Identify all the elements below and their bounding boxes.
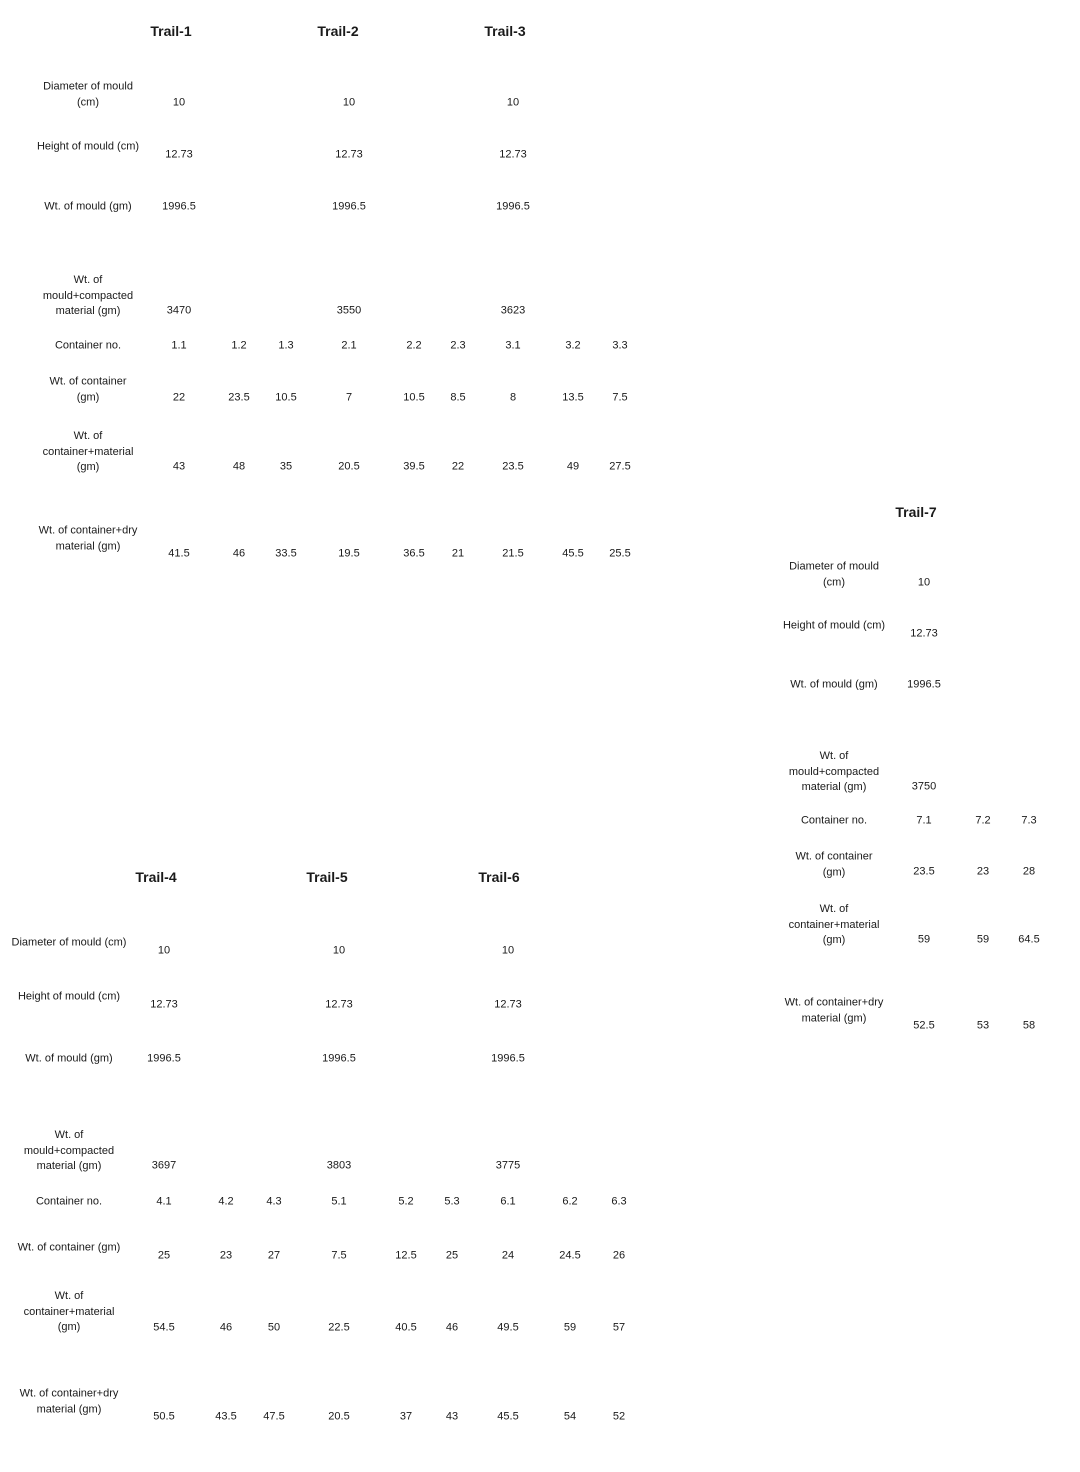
- trail-5-compacted: 3803: [326, 1159, 352, 1172]
- label-height: Height of mould (cm): [36, 140, 140, 153]
- trail-3-container-material-1: 23.5: [502, 460, 524, 473]
- trail-2-container-wt-2: 10.5: [403, 391, 425, 404]
- trail-6-mould-wt: 1996.5: [491, 1052, 525, 1065]
- trail-5-container-dry-3: 43: [445, 1410, 459, 1423]
- trail-3-container-no-2: 3.2: [565, 339, 581, 352]
- trail-7-diameter: 10: [917, 576, 931, 589]
- trail-6-container-wt-2: 24.5: [559, 1249, 581, 1262]
- trail-1-container-wt-2: 23.5: [228, 391, 250, 404]
- trail-7-container-no-3: 7.3: [1021, 814, 1037, 827]
- trail-5-container-no-1: 5.1: [331, 1195, 347, 1208]
- trail-6-container-dry-2: 54: [563, 1410, 577, 1423]
- trail-3-container-material-3: 27.5: [609, 460, 631, 473]
- label-container-wt: Wt. of container (gm): [49, 375, 127, 403]
- trail-3-container-no-3: 3.3: [612, 339, 628, 352]
- trail-7-container-dry-3: 58: [1022, 1019, 1036, 1032]
- trail-4-container-no-1: 4.1: [156, 1195, 172, 1208]
- trail-4-container-material-2: 46: [219, 1321, 233, 1334]
- trail-1-container-material-3: 35: [279, 460, 293, 473]
- label-container-no: Container no.: [35, 1195, 103, 1208]
- trail-6-container-material-3: 57: [612, 1321, 626, 1334]
- trail-2-container-no-1: 2.1: [341, 339, 357, 352]
- trail-1-container-material-2: 48: [232, 460, 246, 473]
- trail-1-container-no-1: 1.1: [171, 339, 187, 352]
- label-container-no: Container no.: [800, 814, 868, 827]
- trail-6-container-no-3: 6.3: [611, 1195, 627, 1208]
- trail-7-container-dry-2: 53: [976, 1019, 990, 1032]
- trail-3-mould-wt: 1996.5: [496, 200, 530, 213]
- trail-3-container-wt-3: 7.5: [612, 391, 628, 404]
- trail-4-container-wt-3: 27: [267, 1249, 281, 1262]
- label-height: Height of mould (cm): [17, 990, 121, 1003]
- label-height: Height of mould (cm): [782, 619, 886, 632]
- trail-2-container-material-1: 20.5: [338, 460, 360, 473]
- label-mould-wt: Wt. of mould (gm): [25, 1052, 113, 1065]
- trail-4-container-dry-3: 47.5: [263, 1410, 285, 1423]
- trail-1-container-material-1: 43: [172, 460, 186, 473]
- trail-1-container-dry-1: 41.5: [168, 547, 190, 560]
- trail-6-container-dry-1: 45.5: [497, 1410, 519, 1423]
- trail-5-heading: Trail-5: [306, 869, 348, 885]
- trail-5-container-dry-2: 37: [399, 1410, 413, 1423]
- trail-5-container-material-2: 40.5: [395, 1321, 417, 1334]
- trail-1-mould-wt: 1996.5: [162, 200, 196, 213]
- label-compacted: Wt. of mould+compacted material (gm): [42, 273, 134, 317]
- trail-1-container-wt-3: 10.5: [275, 391, 297, 404]
- trail-6-heading: Trail-6: [478, 869, 520, 885]
- label-container-material: Wt. of container+material (gm): [788, 902, 880, 946]
- trail-6-diameter: 10: [501, 944, 515, 957]
- label-mould-wt: Wt. of mould (gm): [44, 200, 132, 213]
- trail-3-container-dry-1: 21.5: [502, 547, 524, 560]
- label-diameter: Diameter of mould (cm): [11, 936, 127, 949]
- trail-6-container-material-1: 49.5: [497, 1321, 519, 1334]
- label-container-dry: Wt. of container+dry material (gm): [19, 1387, 119, 1415]
- trail-7-heading: Trail-7: [895, 504, 937, 520]
- trail-6-container-material-2: 59: [563, 1321, 577, 1334]
- trail-2-container-dry-3: 21: [451, 547, 465, 560]
- trail-4-height: 12.73: [150, 998, 178, 1011]
- trail-6-container-no-1: 6.1: [500, 1195, 516, 1208]
- trail-5-container-wt-3: 25: [445, 1249, 459, 1262]
- trail-3-height: 12.73: [499, 148, 527, 161]
- trail-1-container-no-2: 1.2: [231, 339, 247, 352]
- trail-2-container-wt-1: 7: [345, 391, 353, 404]
- trail-3-container-material-2: 49: [566, 460, 580, 473]
- trail-4-container-material-1: 54.5: [153, 1321, 175, 1334]
- trail-5-diameter: 10: [332, 944, 346, 957]
- trail-3-diameter: 10: [506, 96, 520, 109]
- trail-7-container-no-2: 7.2: [975, 814, 991, 827]
- trail-4-diameter: 10: [157, 944, 171, 957]
- trail-1-heading: Trail-1: [150, 23, 192, 39]
- trail-5-container-no-3: 5.3: [444, 1195, 460, 1208]
- trail-3-container-dry-3: 25.5: [609, 547, 631, 560]
- trail-1-height: 12.73: [165, 148, 193, 161]
- trail-6-container-no-2: 6.2: [562, 1195, 578, 1208]
- trail-4-heading: Trail-4: [135, 869, 177, 885]
- trail-1-container-no-3: 1.3: [278, 339, 294, 352]
- label-container-material: Wt. of container+material (gm): [23, 1289, 115, 1333]
- trail-5-container-wt-2: 12.5: [395, 1249, 417, 1262]
- label-container-wt: Wt. of container (gm): [795, 850, 873, 878]
- label-container-no: Container no.: [54, 339, 122, 352]
- trail-2-container-dry-1: 19.5: [338, 547, 360, 560]
- label-container-dry: Wt. of container+dry material (gm): [784, 996, 884, 1024]
- trail-2-container-material-2: 39.5: [403, 460, 425, 473]
- label-container-dry: Wt. of container+dry material (gm): [38, 524, 138, 552]
- trail-4-container-dry-1: 50.5: [153, 1410, 175, 1423]
- trail-3-heading: Trail-3: [484, 23, 526, 39]
- trail-4-container-no-3: 4.3: [266, 1195, 282, 1208]
- trail-3-container-no-1: 3.1: [505, 339, 521, 352]
- trail-4-container-wt-1: 25: [157, 1249, 171, 1262]
- label-compacted: Wt. of mould+compacted material (gm): [23, 1128, 115, 1172]
- trail-7-container-material-3: 64.5: [1018, 933, 1040, 946]
- trail-4-container-no-2: 4.2: [218, 1195, 234, 1208]
- trail-7-compacted: 3750: [911, 780, 937, 793]
- trail-1-compacted: 3470: [166, 304, 192, 317]
- label-diameter: Diameter of mould (cm): [789, 560, 879, 588]
- trail-2-diameter: 10: [342, 96, 356, 109]
- trail-2-container-no-2: 2.2: [406, 339, 422, 352]
- trail-5-container-no-2: 5.2: [398, 1195, 414, 1208]
- trail-3-compacted: 3623: [500, 304, 526, 317]
- trail-2-heading: Trail-2: [317, 23, 359, 39]
- trail-2-height: 12.73: [335, 148, 363, 161]
- trail-1-container-dry-3: 33.5: [275, 547, 297, 560]
- label-diameter: Diameter of mould (cm): [43, 80, 133, 108]
- trail-4-container-wt-2: 23: [219, 1249, 233, 1262]
- trail-2-container-wt-3: 8.5: [450, 391, 466, 404]
- trail-4-container-dry-2: 43.5: [215, 1410, 237, 1423]
- trail-5-container-material-1: 22.5: [328, 1321, 350, 1334]
- trail-5-container-dry-1: 20.5: [328, 1410, 350, 1423]
- trail-7-height: 12.73: [910, 627, 938, 640]
- trail-7-container-material-2: 59: [976, 933, 990, 946]
- trail-5-container-wt-1: 7.5: [331, 1249, 347, 1262]
- trail-6-height: 12.73: [494, 998, 522, 1011]
- trail-4-compacted: 3697: [151, 1159, 177, 1172]
- label-container-material: Wt. of container+material (gm): [42, 429, 134, 473]
- trail-2-mould-wt: 1996.5: [332, 200, 366, 213]
- trail-3-container-wt-1: 8: [509, 391, 517, 404]
- trail-7-container-material-1: 59: [917, 933, 931, 946]
- trail-6-container-wt-1: 24: [501, 1249, 515, 1262]
- trail-5-mould-wt: 1996.5: [322, 1052, 356, 1065]
- trail-7-container-dry-1: 52.5: [913, 1019, 935, 1032]
- label-compacted: Wt. of mould+compacted material (gm): [788, 749, 880, 793]
- trail-7-container-wt-3: 28: [1022, 865, 1036, 878]
- trail-2-compacted: 3550: [336, 304, 362, 317]
- trail-2-container-no-3: 2.3: [450, 339, 466, 352]
- trail-6-compacted: 3775: [495, 1159, 521, 1172]
- trail-7-container-no-1: 7.1: [916, 814, 932, 827]
- trail-1-container-dry-2: 46: [232, 547, 246, 560]
- trail-5-height: 12.73: [325, 998, 353, 1011]
- trail-7-container-wt-2: 23: [976, 865, 990, 878]
- trail-2-container-material-3: 22: [451, 460, 465, 473]
- label-mould-wt: Wt. of mould (gm): [790, 678, 878, 691]
- trail-5-container-material-3: 46: [445, 1321, 459, 1334]
- trail-4-container-material-3: 50: [267, 1321, 281, 1334]
- trail-7-container-wt-1: 23.5: [913, 865, 935, 878]
- trail-4-mould-wt: 1996.5: [147, 1052, 181, 1065]
- trail-6-container-wt-3: 26: [612, 1249, 626, 1262]
- trail-6-container-dry-3: 52: [612, 1410, 626, 1423]
- trail-1-diameter: 10: [172, 96, 186, 109]
- trail-2-container-dry-2: 36.5: [403, 547, 425, 560]
- trail-3-container-dry-2: 45.5: [562, 547, 584, 560]
- label-container-wt: Wt. of container (gm): [17, 1241, 121, 1254]
- trail-7-mould-wt: 1996.5: [907, 678, 941, 691]
- trail-3-container-wt-2: 13.5: [562, 391, 584, 404]
- trail-1-container-wt-1: 22: [172, 391, 186, 404]
